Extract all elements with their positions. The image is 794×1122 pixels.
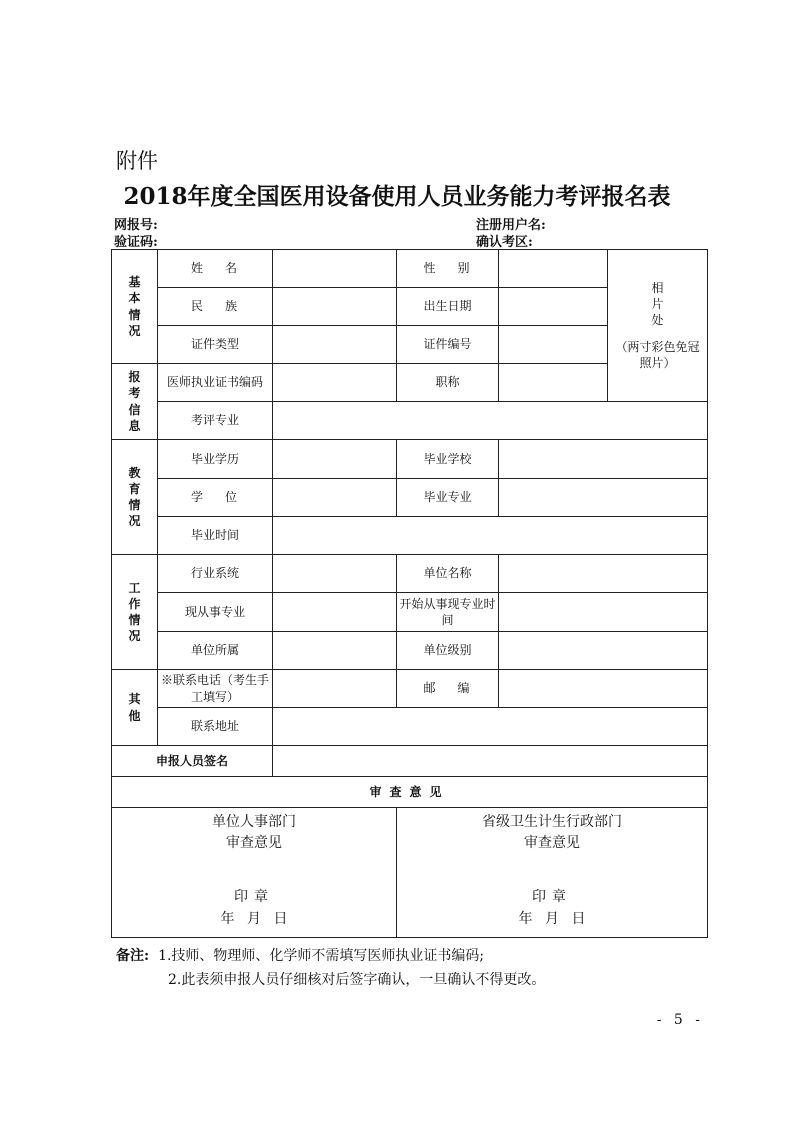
id-number-label: 证件编号 <box>397 326 499 364</box>
unit-hr-seal: 印章 <box>234 889 274 905</box>
attachment-label: 附件 <box>116 149 158 173</box>
postcode-field[interactable] <box>499 670 708 708</box>
section-work: 工 作 情 况 <box>112 555 158 670</box>
major-label: 毕业专业 <box>397 479 499 517</box>
ethnicity-label: 民族 <box>158 288 273 326</box>
degree-field[interactable] <box>273 479 397 517</box>
unit-name-label: 单位名称 <box>397 555 499 593</box>
unit-level-label: 单位级别 <box>397 632 499 670</box>
signature-field[interactable] <box>273 746 708 777</box>
unit-hr-subtitle: 审查意见 <box>226 835 282 851</box>
section-basic-info: 基 本 情 况 <box>112 250 158 364</box>
section-exam-info: 报 考 信 息 <box>112 364 158 440</box>
name-label: 姓名 <box>158 250 273 288</box>
major-field[interactable] <box>499 479 708 517</box>
degree-label: 学位 <box>158 479 273 517</box>
ethnicity-field[interactable] <box>273 288 397 326</box>
title-label: 职称 <box>397 364 499 402</box>
gender-label: 性别 <box>397 250 499 288</box>
grad-time-label: 毕业时间 <box>158 517 273 555</box>
provincial-seal: 印章 <box>532 889 572 905</box>
web-number-label: 网报号: <box>114 218 158 233</box>
start-time-field[interactable] <box>499 593 708 632</box>
id-number-field[interactable] <box>499 326 608 364</box>
page-number: - 5 - <box>656 1012 704 1028</box>
unit-hr-title: 单位人事部门 <box>212 814 296 830</box>
provincial-title: 省级卫生计生行政部门 <box>482 814 622 830</box>
education-label: 毕业学历 <box>158 440 273 479</box>
unit-name-field[interactable] <box>499 555 708 593</box>
signature-label: 申报人员签名 <box>112 746 273 777</box>
note-line-1: 1.技师、物理师、化学师不需填写医师执业证书编码; <box>158 948 485 964</box>
address-field[interactable] <box>273 708 708 746</box>
gender-field[interactable] <box>499 250 608 288</box>
birth-date-label: 出生日期 <box>397 288 499 326</box>
exam-specialty-label: 考评专业 <box>158 402 273 440</box>
industry-label: 行业系统 <box>158 555 273 593</box>
phone-label: ※联系电话（考生手工填写） <box>158 670 273 708</box>
photo-note: （两寸彩色免冠照片） <box>615 339 700 370</box>
notes-label: 备注: <box>116 948 150 964</box>
notes <box>116 944 545 992</box>
school-field[interactable] <box>499 440 708 479</box>
provincial-date: 年 月 日 <box>518 911 586 927</box>
review-header: 审查意见 <box>112 777 708 808</box>
industry-field[interactable] <box>273 555 397 593</box>
exam-specialty-field[interactable] <box>273 402 708 440</box>
phone-field[interactable] <box>273 670 397 708</box>
unit-level-field[interactable] <box>499 632 708 670</box>
section-education: 教 育 情 况 <box>112 440 158 555</box>
note-line-2: 2.此表须申报人员仔细核对后签字确认，一旦确认不得更改。 <box>168 972 546 988</box>
current-specialty-label: 现从事专业 <box>158 593 273 632</box>
form-title: 2018年度全国医用设备使用人员业务能力考评报名表 <box>123 183 671 210</box>
provincial-subtitle: 审查意见 <box>524 835 580 851</box>
physician-license-field[interactable] <box>273 364 397 402</box>
section-other: 其 他 <box>112 670 158 746</box>
registration-form-table <box>111 249 708 938</box>
exam-area-label: 确认考区: <box>476 235 533 250</box>
address-label: 联系地址 <box>158 708 273 746</box>
current-specialty-field[interactable] <box>273 593 397 632</box>
education-field[interactable] <box>273 440 397 479</box>
unit-hr-review-box[interactable] <box>112 808 397 938</box>
postcode-label: 邮编 <box>397 670 499 708</box>
verification-code-label: 验证码: <box>114 235 158 250</box>
affiliation-field[interactable] <box>273 632 397 670</box>
grad-time-field[interactable] <box>273 517 708 555</box>
start-time-label: 开始从事现专业时间 <box>397 593 499 632</box>
id-type-field[interactable] <box>273 326 397 364</box>
title-field[interactable] <box>499 364 608 402</box>
photo-area[interactable]: 相 片 处 （两寸彩色免冠照片） <box>608 250 708 402</box>
id-type-label: 证件类型 <box>158 326 273 364</box>
physician-license-label: 医师执业证书编码 <box>158 364 273 402</box>
affiliation-label: 单位所属 <box>158 632 273 670</box>
name-field[interactable] <box>273 250 397 288</box>
school-label: 毕业学校 <box>397 440 499 479</box>
birth-date-field[interactable] <box>499 288 608 326</box>
registered-user-label: 注册用户名: <box>476 218 546 233</box>
unit-hr-date: 年 月 日 <box>220 911 288 927</box>
provincial-review-box[interactable] <box>397 808 708 938</box>
